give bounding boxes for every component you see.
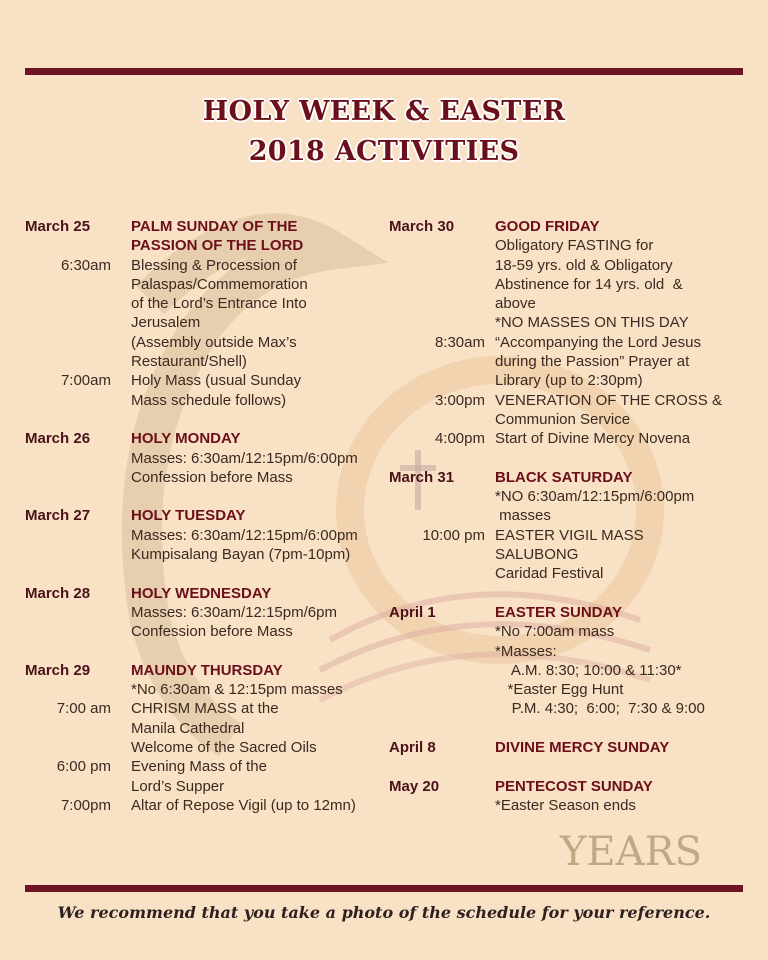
top-divider — [25, 68, 743, 75]
day-date: March 28 — [25, 584, 91, 602]
schedule-entry — [25, 622, 385, 641]
entry-time: 6:00 pm — [56, 758, 111, 776]
schedule-entry — [389, 680, 759, 699]
day-date: May 20 — [389, 777, 440, 795]
schedule-entry — [389, 391, 759, 410]
schedule-day — [25, 217, 385, 410]
schedule-day — [25, 506, 385, 564]
schedule-entry — [389, 622, 759, 641]
schedule-entry — [389, 526, 759, 545]
schedule-entry — [25, 719, 385, 738]
day-heading-row — [25, 236, 385, 255]
entry-text: *No 7:00am mass — [495, 623, 615, 641]
entry-text: 18-59 yrs. old & Obligatory — [495, 256, 673, 274]
entry-text: VENERATION OF THE CROSS & — [495, 391, 722, 409]
entry-text: Confession before Mass — [131, 623, 293, 641]
schedule-entry — [25, 333, 385, 352]
day-title: BLACK SATURDAY — [495, 468, 633, 486]
day-title: PENTECOST SUNDAY — [495, 777, 653, 795]
schedule-entry — [389, 313, 759, 332]
day-heading-row — [25, 661, 385, 680]
schedule-entry — [389, 236, 759, 255]
spacer — [25, 564, 385, 583]
schedule-day — [389, 217, 759, 449]
schedule-entry — [25, 313, 385, 332]
schedule-entry — [389, 256, 759, 275]
entry-text: Blessing & Procession of — [131, 256, 297, 274]
day-date: March 25 — [25, 218, 91, 235]
day-date: April 8 — [389, 739, 436, 757]
schedule-entry — [25, 391, 385, 410]
schedule-entry — [25, 796, 385, 815]
schedule-day — [389, 777, 759, 816]
entry-text: P.M. 4:30; 6:00; 7:30 & 9:00 — [495, 700, 705, 718]
entry-text: A.M. 8:30; 10:00 & 11:30* — [495, 661, 682, 679]
spacer — [389, 757, 759, 776]
spacer — [25, 642, 385, 661]
schedule-entry — [389, 642, 759, 661]
entry-text: Masses: 6:30am/12:15pm/6:00pm — [131, 449, 358, 467]
schedule-entry — [389, 294, 759, 313]
entry-text: (Assembly outside Max’s — [131, 333, 297, 351]
day-heading-row — [25, 584, 385, 603]
day-heading-row — [389, 217, 759, 236]
schedule-entry — [389, 506, 759, 525]
day-title: GOOD FRIDAY — [495, 218, 600, 235]
day-heading-row — [389, 603, 759, 622]
entry-text: Palaspas/Commemoration — [131, 275, 308, 293]
day-heading-row — [389, 777, 759, 796]
day-heading-row — [25, 217, 385, 236]
entry-text: *No 6:30am & 12:15pm masses — [131, 681, 343, 699]
day-heading-row — [25, 429, 385, 448]
title-line-2: 2018 ACTIVITIES — [248, 136, 520, 167]
schedule-entry — [25, 256, 385, 275]
day-date: March 30 — [389, 218, 455, 235]
schedule-entry — [25, 777, 385, 796]
right-column — [389, 217, 759, 815]
entry-text: *NO MASSES ON THIS DAY — [495, 314, 689, 332]
entry-text: Manila Cathedral — [131, 719, 245, 737]
entry-text: Jerusalem — [131, 314, 201, 332]
day-heading-row — [389, 468, 759, 487]
entry-text: Holy Mass (usual Sunday — [131, 372, 302, 390]
entry-text: Evening Mass of the — [131, 758, 267, 776]
schedule-entry — [389, 410, 759, 429]
day-heading-row — [25, 506, 385, 525]
schedule-entry — [25, 680, 385, 699]
entry-text: *Masses: — [495, 642, 557, 660]
entry-text: Library (up to 2:30pm) — [495, 372, 643, 390]
entry-text: EASTER VIGIL MASS — [495, 526, 644, 544]
entry-text: Abstinence for 14 yrs. old & — [495, 275, 683, 293]
entry-text: Masses: 6:30am/12:15pm/6pm — [131, 603, 337, 621]
entry-text: *NO 6:30am/12:15pm/6:00pm — [495, 488, 695, 506]
entry-text: “Accompanying the Lord Jesus — [495, 333, 701, 351]
day-heading-row — [389, 738, 759, 757]
entry-text: Altar of Repose Vigil (up to 12mn) — [131, 796, 356, 814]
title-line-1: HOLY WEEK & EASTER — [202, 96, 566, 127]
entry-text: masses — [495, 507, 551, 525]
entry-text: Welcome of the Sacred Oils — [131, 739, 317, 757]
spacer — [25, 487, 385, 506]
schedule-entry — [389, 487, 759, 506]
entry-text: of the Lord’s Entrance Into — [131, 295, 307, 313]
schedule-entry — [25, 449, 385, 468]
entry-text: SALUBONG — [495, 546, 579, 564]
day-title: MAUNDY THURSDAY — [131, 661, 283, 679]
day-title: EASTER SUNDAY — [495, 603, 622, 621]
footer-note: We recommend that you take a photo of the schedule for your reference. — [57, 903, 711, 922]
entry-time: 7:00 am — [56, 700, 111, 718]
entry-time: 3:00pm — [434, 391, 485, 409]
bottom-divider — [25, 885, 743, 892]
entry-text: Masses: 6:30am/12:15pm/6:00pm — [131, 526, 358, 544]
entry-text: Obligatory FASTING for — [495, 237, 654, 255]
day-title: PASSION OF THE LORD — [131, 237, 304, 255]
day-date: March 26 — [25, 430, 91, 448]
entry-time: 7:00pm — [60, 796, 111, 814]
spacer — [389, 449, 759, 468]
schedule-entry — [25, 352, 385, 371]
day-title: HOLY WEDNESDAY — [131, 584, 272, 602]
schedule-entry — [389, 545, 759, 564]
entry-text: Start of Divine Mercy Novena — [495, 430, 691, 448]
entry-text: above — [495, 295, 536, 313]
spacer — [25, 410, 385, 429]
schedule-entry — [389, 352, 759, 371]
entry-text: Restaurant/Shell) — [131, 353, 247, 371]
schedule-entry — [389, 796, 759, 815]
schedule-entry — [25, 468, 385, 487]
entry-text: Confession before Mass — [131, 468, 293, 486]
entry-text: *Easter Egg Hunt — [495, 681, 624, 699]
schedule-day — [389, 603, 759, 719]
schedule-entry — [389, 564, 759, 583]
entry-time: 8:30am — [434, 333, 485, 351]
schedule-entry — [25, 371, 385, 390]
day-date: March 31 — [389, 468, 455, 486]
entry-text: *Easter Season ends — [495, 796, 636, 814]
entry-time: 6:30am — [60, 256, 111, 274]
schedule-entry — [25, 526, 385, 545]
schedule-entry — [25, 545, 385, 564]
schedule-entry — [25, 294, 385, 313]
page-title — [0, 92, 768, 172]
schedule-day — [389, 738, 759, 757]
schedule-entry — [25, 757, 385, 776]
schedule-entry — [25, 699, 385, 718]
schedule-entry — [389, 371, 759, 390]
entry-text: Kumpisalang Bayan (7pm-10pm) — [131, 546, 351, 564]
schedule-entry — [25, 738, 385, 757]
day-date: March 27 — [25, 507, 91, 525]
schedule-day — [25, 429, 385, 487]
entry-time: 10:00 pm — [422, 526, 485, 544]
entry-text: Caridad Festival — [495, 565, 604, 583]
schedule-entry — [25, 603, 385, 622]
entry-text: during the Passion” Prayer at — [495, 353, 690, 371]
watermark-text: YEARS — [560, 829, 703, 875]
left-column — [25, 217, 385, 815]
day-date: March 29 — [25, 661, 91, 679]
entry-text: CHRISM MASS at the — [131, 700, 279, 718]
schedule-entry — [389, 661, 759, 680]
schedule-entry — [389, 429, 759, 448]
spacer — [389, 584, 759, 603]
schedule-entry — [389, 699, 759, 718]
schedule-day — [25, 584, 385, 642]
schedule-entry — [389, 333, 759, 352]
day-date: April 1 — [389, 603, 436, 621]
schedule-entry — [389, 275, 759, 294]
entry-time: 4:00pm — [434, 430, 485, 448]
schedule-day — [389, 468, 759, 584]
spacer — [389, 719, 759, 738]
day-title: HOLY MONDAY — [131, 430, 241, 448]
day-title: PALM SUNDAY OF THE — [131, 218, 298, 235]
day-title: HOLY TUESDAY — [131, 507, 246, 525]
entry-text: Lord’s Supper — [131, 777, 225, 795]
day-title: DIVINE MERCY SUNDAY — [495, 739, 670, 757]
schedule-day — [25, 661, 385, 815]
entry-time: 7:00am — [60, 372, 111, 390]
entry-text: Communion Service — [495, 410, 631, 428]
schedule-entry — [25, 275, 385, 294]
entry-text: Mass schedule follows) — [131, 391, 287, 409]
